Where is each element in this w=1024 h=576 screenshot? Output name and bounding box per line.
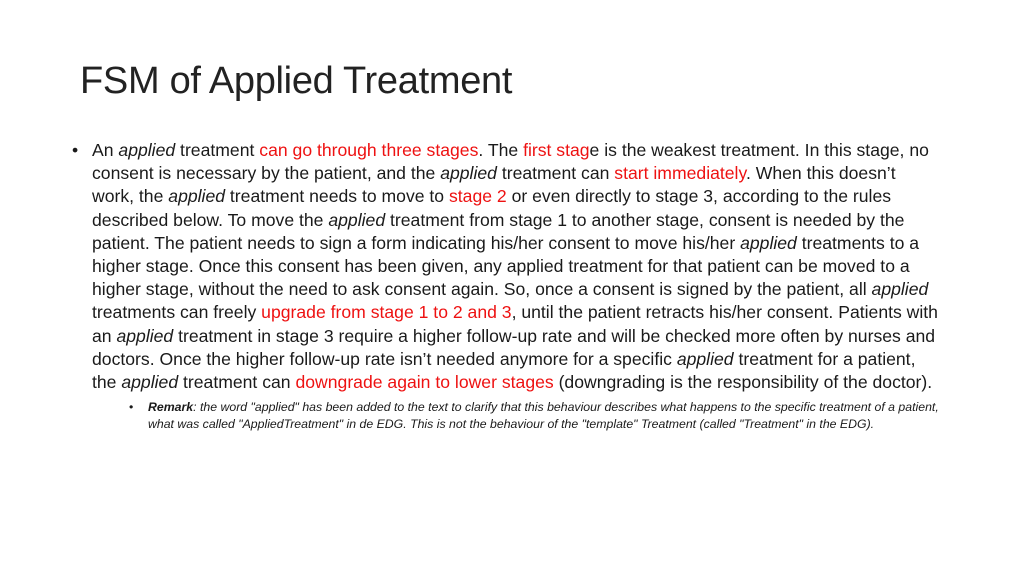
- remark-label: Remark: [148, 400, 194, 415]
- paragraph-text: (downgrading is the responsibility of the doctor).: [553, 372, 933, 393]
- paragraph-text: treatment in stage 3 require a higher follow-up rate and will be checked more often by nurses and doctors. Once the higher follow-up rate isn’t needed anymore for a specific: [92, 325, 936, 369]
- emphasized-word: applied: [118, 140, 176, 160]
- highlighted-phrase: upgrade from stage 1 to 2 and 3: [261, 302, 512, 323]
- sub-bullet-glyph: •: [129, 400, 134, 415]
- paragraph-text: treatments to a higher stage. Once this consent has been given, any applied treatment for that patient can be moved to a higher stage, without the need to ask consent again. So, once a consent is signed by the patient, all: [92, 232, 920, 300]
- paragraph-text: treatments can freely: [92, 302, 262, 323]
- remark-bullet: [129, 399, 942, 432]
- emphasized-word: applied: [328, 209, 386, 230]
- paragraph-text: An: [92, 140, 119, 160]
- highlighted-phrase: downgrade again to lower stages: [295, 372, 554, 393]
- bullet-glyph: •: [72, 140, 79, 160]
- paragraph-text: treatment can: [496, 163, 615, 184]
- paragraph-text: treatment needs to move to: [225, 186, 449, 207]
- paragraph-text: treatment can: [178, 372, 296, 393]
- highlighted-phrase: stage 2: [448, 186, 507, 207]
- paragraph-text: treatment: [175, 140, 260, 160]
- emphasized-word: applied: [440, 163, 497, 184]
- emphasized-word: applied: [168, 186, 226, 207]
- highlighted-phrase: can go through three stages: [259, 140, 479, 160]
- paragraph-text: . The: [478, 140, 524, 160]
- highlighted-phrase: start immediately: [614, 163, 746, 184]
- remark-text: : the word "applied" has been added to the text to clarify that this behaviour describes what happens to the specific treatment of a patient, what was called "AppliedTreatment" in de EDG. This is not the behaviour of the "template" Treatment (called "Treatment" in the EDG).: [148, 400, 939, 431]
- emphasized-word: applied: [121, 372, 179, 393]
- paragraph-text: , until the patient retracts his/her consent. Patients with an: [92, 302, 938, 346]
- paragraph-text: . When this doesn’t work, the: [92, 163, 896, 207]
- paragraph-text: e is the weakest treatment. In this stage, no consent is necessary by the patient, and the: [92, 140, 929, 184]
- highlighted-phrase: first stag: [523, 140, 590, 160]
- emphasized-word: applied: [676, 348, 734, 369]
- paragraph-text: treatment from stage 1 to another stage, consent is needed by the patient. The patient needs to sign a form indicating his/her consent to move his/her: [92, 209, 905, 253]
- emphasized-word: applied: [871, 279, 929, 300]
- emphasized-word: applied: [740, 232, 797, 253]
- emphasized-word: applied: [116, 325, 174, 346]
- bullet-paragraph: [92, 140, 938, 392]
- paragraph-text: or even directly to stage 3, according to the rules described below. To move the: [92, 186, 892, 230]
- main-bullet: [72, 139, 942, 394]
- paragraph-text: treatment for a patient, the: [92, 348, 916, 393]
- slide-title: FSM of Applied Treatment: [80, 60, 513, 102]
- slide-body: [72, 139, 942, 432]
